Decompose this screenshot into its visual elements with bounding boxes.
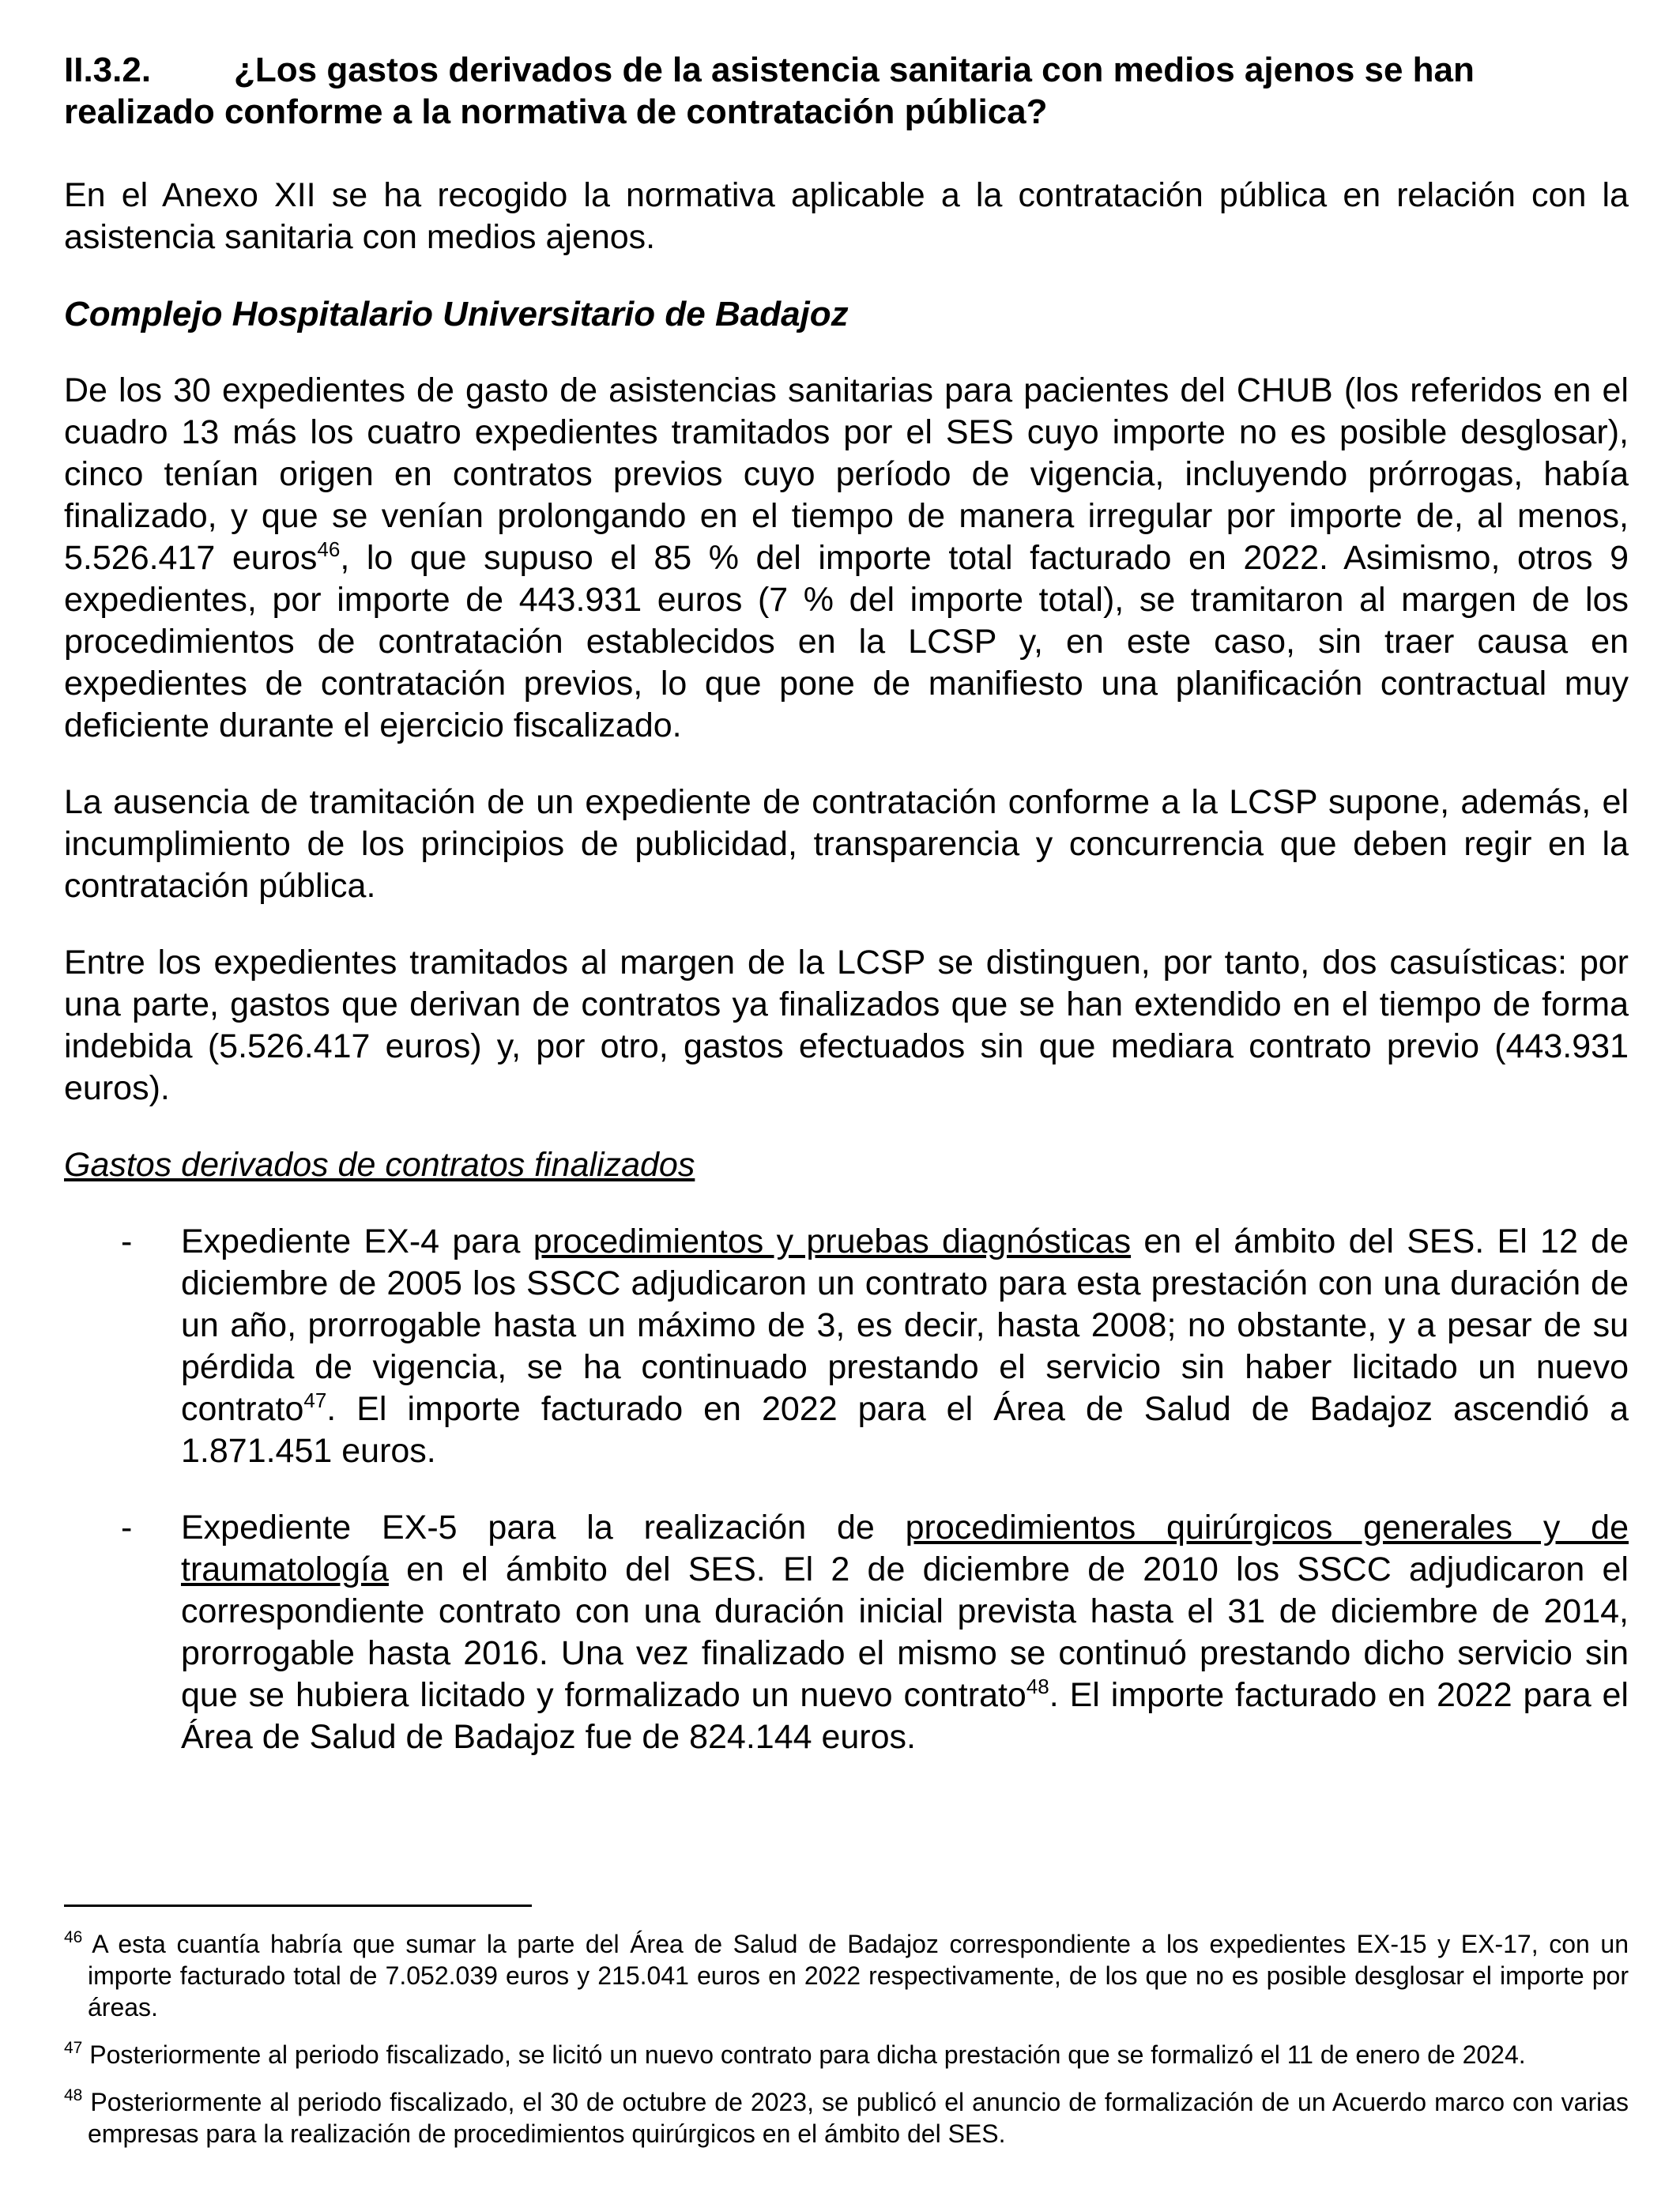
- paragraph-1-text-a: De los 30 expedientes de gasto de asistencias sanitarias para pacientes del CHUB (los referidos en el cuadro 13 más los cuatro expedientes tramitados por el SES cuyo importe no es posible desglosar), cinco tenían origen en contratos previos cuyo período de vigencia, incluyendo prórrogas, había finalizado, y que se venían prolongando en el tiempo de manera irregular por importe de, al menos, 5.526.417 euros: [64, 371, 1629, 577]
- item-text-b: en el ámbito del SES. El 12 de diciembre de 2005 los SSCC adjudicaron un contrato para esta prestación con una duración de un año, prorrogable hasta un máximo de 3, es decir, hasta 2008; no obstante, y a pesar de su pérdida de vigencia, se ha continuado prestando el servicio sin haber licitado un nuevo contrato: [181, 1223, 1629, 1428]
- item-text-b: en el ámbito del SES. El 2 de diciembre de 2010 los SSCC adjudicaron el correspondiente contrato con una duración inicial prevista hasta el 31 de diciembre de 2014, prorrogable hasta 2016. Una vez finalizado el mismo se continuó prestando dicho servicio sin que se hubiera licitado y formalizado un nuevo contrato: [181, 1550, 1629, 1714]
- item-text-a: Expediente EX-5 para la realización de: [181, 1509, 906, 1547]
- list-item-text: [181, 1507, 1629, 1758]
- footnote-text: A esta cuantía habría que sumar la parte del Área de Salud de Badajoz correspondiente a los expedientes EX-15 y EX-17, con un importe facturado total de 7.052.039 euros y 215.041 euros en 2022 respectivamente, de los que no es posible desglosar el importe por áreas.: [82, 1930, 1629, 2021]
- footnote-46: [64, 1928, 1629, 2023]
- footnote-ref-46[interactable]: 46: [317, 537, 341, 561]
- subsection-title: Gastos derivados de contratos finalizados: [64, 1146, 695, 1184]
- section-number: II.3.2.: [64, 51, 152, 89]
- section-heading: [64, 49, 1629, 91]
- item-text-c: . El importe facturado en 2022 para el Área de Salud de Badajoz fue de 824.144 euros.: [181, 1676, 1629, 1756]
- footnotes: [64, 1928, 1629, 2165]
- item-text-c: . El importe facturado en 2022 para el Área de Salud de Badajoz ascendió a 1.871.451 euros.: [181, 1390, 1629, 1470]
- footnote-number: 46: [64, 1928, 83, 1946]
- list-item: [64, 1507, 1629, 1758]
- intro-paragraph: En el Anexo XII se ha recogido la normativa aplicable a la contratación pública en relación con la asistencia sanitaria con medios ajenos.: [64, 176, 1629, 256]
- footnote-ref-47[interactable]: 47: [303, 1388, 327, 1412]
- footnote-number: 48: [64, 2086, 83, 2104]
- section-heading-line2: realizado conforme a la normativa de contratación pública?: [64, 92, 1048, 131]
- footnote-text: Posteriormente al periodo fiscalizado, el 30 de octubre de 2023, se publicó el anuncio de formalización de un Acuerdo marco con varias empresas para la realización de procedimientos quirúrgicos en el ámbito del SES.: [82, 2088, 1629, 2148]
- paragraph-3: Entre los expedientes tramitados al margen de la LCSP se distinguen, por tanto, dos casuísticas: por una parte, gastos que derivan de contratos ya finalizados que se han extendido en el tiempo de forma indebida (5.526.417 euros) y, por otro, gastos efectuados sin que mediara contrato previo (443.931 euros).: [64, 944, 1629, 1107]
- document-page: [64, 49, 1629, 1758]
- footnote-48: [64, 2086, 1629, 2149]
- list-item: [64, 1221, 1629, 1472]
- paragraph-1: [64, 370, 1629, 747]
- paragraph-2: La ausencia de tramitación de un expediente de contratación conforme a la LCSP supone, además, el incumplimiento de los principios de publicidad, transparencia y concurrencia que deben regir en la contratación pública.: [64, 783, 1629, 905]
- footnote-number: 47: [64, 2039, 83, 2057]
- item-underlined-text: procedimientos quirúrgicos generales y de traumatología: [181, 1509, 1629, 1588]
- list-item-text: [181, 1221, 1629, 1472]
- footnote-separator: [64, 1905, 532, 1907]
- list-dash: -: [121, 1509, 133, 1547]
- footnote-ref-48[interactable]: 48: [1026, 1675, 1049, 1698]
- section-heading-line1: ¿Los gastos derivados de la asistencia sanitaria con medios ajenos se han: [234, 51, 1475, 89]
- footnote-text: Posteriormente al periodo fiscalizado, se licitó un nuevo contrato para dicha prestación que se formalizó el 11 de enero de 2024.: [82, 2040, 1526, 2069]
- paragraph-1-text-b: , lo que supuso el 85 % del importe total facturado en 2022. Asimismo, otros 9 expedientes, por importe de 443.931 euros (7 % del importe total), se tramitaron al margen de los procedimientos de contratación establecidos en la LCSP y, en este caso, sin traer causa en expedientes de contratación previos, lo que pone de manifiesto una planificación contractual muy deficiente durante el ejercicio fiscalizado.: [64, 539, 1629, 744]
- footnote-47: [64, 2039, 1629, 2070]
- list-dash: -: [121, 1223, 133, 1260]
- item-text-a: Expediente EX-4 para: [181, 1223, 533, 1260]
- hospital-title: Complejo Hospitalario Universitario de Badajoz: [64, 295, 849, 333]
- item-underlined-text: procedimientos y pruebas diagnósticas: [533, 1223, 1132, 1260]
